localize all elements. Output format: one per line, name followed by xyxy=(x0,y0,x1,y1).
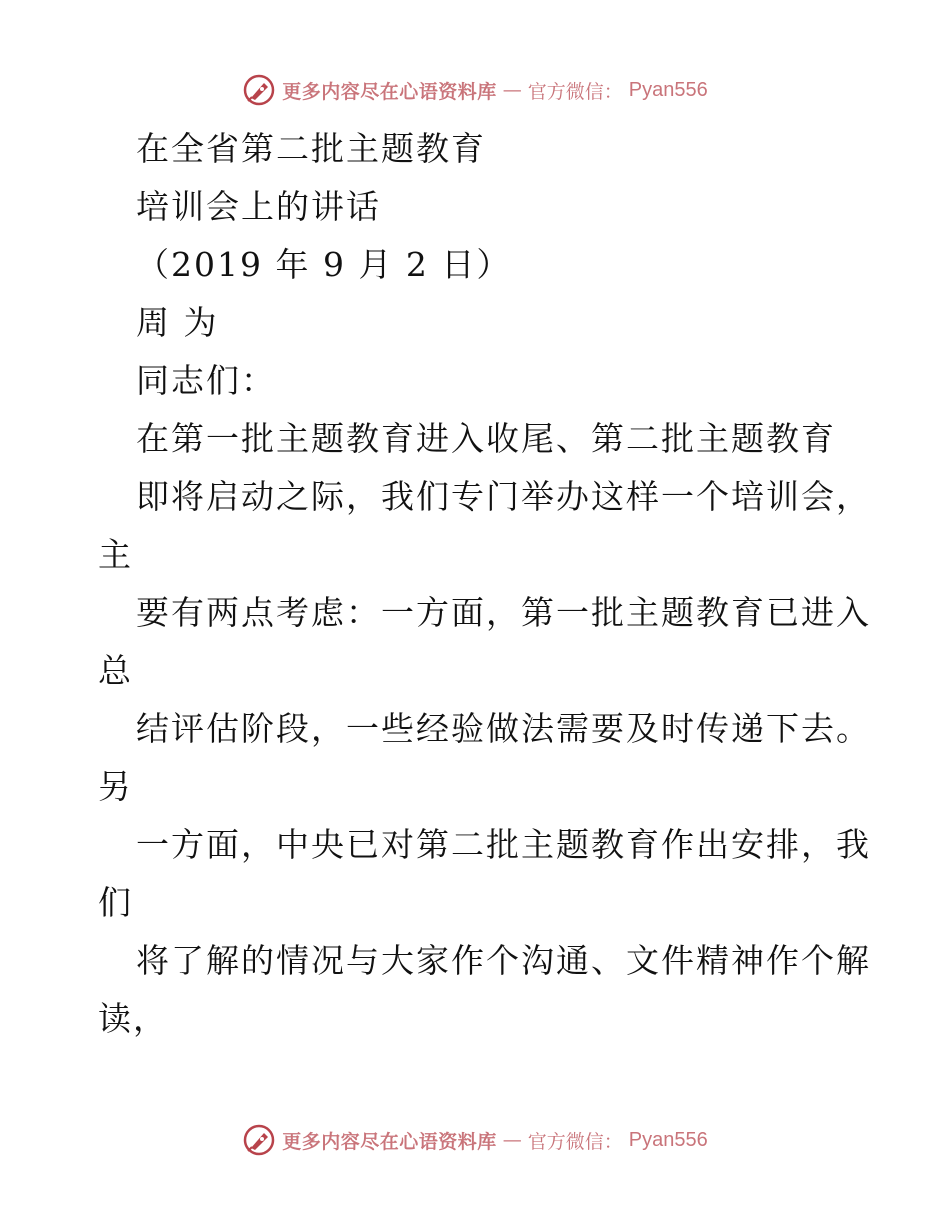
doc-date: （2019 年 9 月 2 日） xyxy=(136,245,512,284)
doc-paragraph-line: 一方面，中央已对第二批主题教育作出安排，我 xyxy=(136,825,871,864)
doc-paragraph-line: 将了解的情况与大家作个沟通、文件精神作个解 xyxy=(136,941,871,980)
doc-title-line-1: 在全省第二批主题教育 xyxy=(136,129,486,168)
doc-paragraph-line: 即将启动之际，我们专门举办这样一个培训会， xyxy=(136,477,871,516)
document-body xyxy=(98,120,871,1048)
pen-nib-logo-icon xyxy=(242,73,276,107)
doc-paragraph-line: 要有两点考虑：一方面，第一批主题教育已进入 xyxy=(136,593,871,632)
banner-wechat-label: 官方微信： xyxy=(527,1130,623,1153)
doc-title-line-2: 培训会上的讲话 xyxy=(136,187,381,226)
doc-paragraph-line: 结评估阶段，一些经验做法需要及时传递下去。 xyxy=(136,709,871,748)
pen-nib-logo-icon xyxy=(242,1123,276,1157)
banner-wechat-label: 官方微信： xyxy=(527,80,623,103)
banner-wechat-id: Pyan556 xyxy=(628,1128,708,1151)
banner-dash: — xyxy=(502,79,522,101)
doc-salutation: 同志们： xyxy=(136,361,276,400)
doc-author: 周 为 xyxy=(136,303,219,342)
doc-paragraph-wrap: 主 xyxy=(98,535,133,574)
footer-banner xyxy=(0,1120,950,1160)
doc-paragraph-line: 在第一批主题教育进入收尾、第二批主题教育 xyxy=(136,419,836,458)
doc-paragraph-wrap: 另 xyxy=(98,767,133,806)
banner-dash: — xyxy=(502,1129,522,1151)
doc-paragraph-wrap: 读， xyxy=(98,999,168,1038)
banner-site-name: 更多内容尽在心语资料库 xyxy=(282,80,497,103)
header-banner xyxy=(0,70,950,110)
doc-paragraph-wrap: 总 xyxy=(98,651,133,690)
doc-paragraph-wrap: 们 xyxy=(98,883,133,922)
banner-wechat-id: Pyan556 xyxy=(628,78,708,101)
banner-site-name: 更多内容尽在心语资料库 xyxy=(282,1130,497,1153)
